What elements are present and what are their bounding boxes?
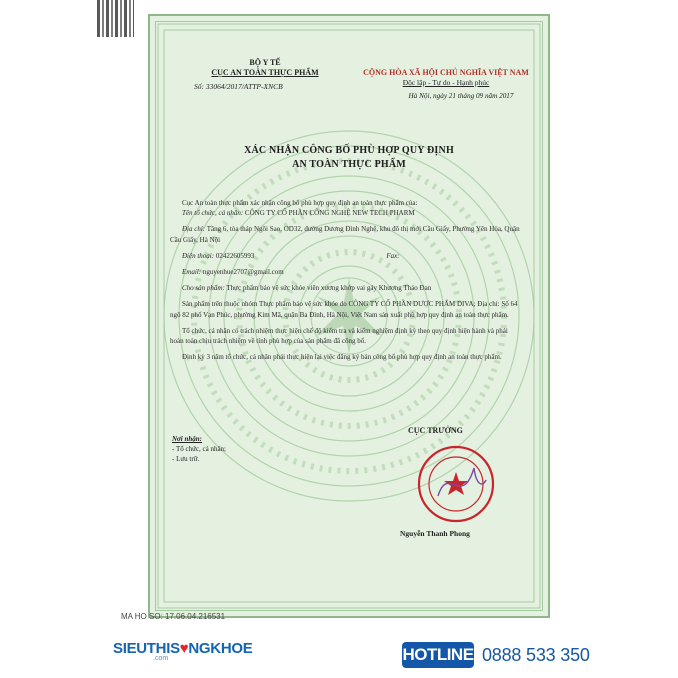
product-row [170, 283, 522, 293]
signer-name: Nguyễn Thanh Phong [400, 529, 470, 538]
logo-text-main: SIEUTHIS [113, 640, 180, 657]
renewal-paragraph: Định kỳ 3 năm tổ chức, cá nhân phải thực hiện lại việc đăng ký bản công bố phù hợp quy định an toàn thực phẩm. [182, 353, 502, 362]
certificate-document [148, 14, 550, 618]
dossier-number: MA HO SO: 17.06.04.216531 [121, 612, 226, 621]
email-row [170, 267, 522, 277]
product-value: Thực phẩm bảo vệ sức khỏe viên xương khớp vai gáy Khương Thảo Đan [226, 284, 432, 293]
address-row [170, 224, 522, 244]
hotline-number[interactable]: 0888 533 350 [482, 645, 590, 665]
issue-date: Hà Nội, ngày 21 tháng 09 năm 2017 [408, 92, 514, 100]
logo-text-mid: NGKHOE [188, 640, 253, 657]
recipient-item: - Tổ chức, cá nhân; [172, 445, 227, 453]
org-row [170, 208, 522, 218]
issuer-header [190, 58, 340, 92]
hotline-badge[interactable]: HOTLINE [402, 642, 474, 668]
national-header [346, 68, 546, 101]
org-label: Tên tổ chức, cá nhân: [182, 209, 244, 218]
fax-label: Fax: [386, 251, 400, 260]
store-logo[interactable] [113, 640, 252, 662]
email-label: Email: [182, 268, 202, 277]
phone-row [170, 251, 522, 261]
email-value: nguyenhue2707@gmail.com [202, 268, 284, 277]
recipients-block [172, 434, 226, 464]
phone-value: 02422605993 [215, 251, 255, 260]
official-seal-stamp [416, 444, 496, 524]
department-name: CỤC AN TOÀN THỰC PHẨM [211, 68, 319, 77]
responsibility-paragraph: Tổ chức, cá nhân có trách nhiệm thực hiện chế độ kiểm tra và kiểm nghiệm định kỳ theo quy định hiện hành và phải hoàn toàn chịu trách nhiệm về tính phù hợp của sản phẩm đã công bố. [170, 326, 508, 346]
recipients-title: Nơi nhận: [172, 435, 203, 443]
address-value: Tầng 6, tòa tháp Ngôi Sao, OD32, đường Dương Đình Nghệ, khu đô thị mới Cầu Giấy, Phường Yên Hòa, Quận Cầu Giấy, Hà Nội [170, 225, 520, 244]
document-number: Số: 33064/2017/ATTP-XNCB [194, 82, 283, 91]
qr-code [97, 0, 134, 37]
intro-text: Cục An toàn thực phẩm xác nhận công bố phù hợp quy định an toàn thực phẩm của: [182, 199, 418, 207]
republic-name: CỘNG HÒA XÃ HỘI CHỦ NGHĨA VIỆT NAM [363, 68, 529, 77]
org-value: CÔNG TY CỔ PHẦN CÔNG NGHỆ NEW TECH PHARM [244, 209, 415, 218]
signatory-title: CỤC TRƯỞNG [408, 426, 463, 435]
logo-domain: .com [153, 655, 169, 662]
address-label: Địa chỉ: [182, 225, 206, 234]
manufacturer-paragraph: Sản phẩm trên thuộc nhóm Thực phẩm bảo vệ sức khỏe do CÔNG TY CỔ PHẦN DƯỢC PHẨM DIVA; Địa chỉ: Số 64 ngõ 82 phố Vạn Phúc, phường Kim Mã, quận Ba Đình, Hà Nội, Việt Nam sản xuất phù hợp quy định an toàn thực phẩm. [170, 300, 518, 319]
national-motto: Độc lập - Tự do - Hạnh phúc [402, 78, 490, 87]
recipient-item: - Lưu trữ. [172, 455, 200, 463]
store-banner [95, 626, 595, 678]
logo-heart-icon: ♥ [179, 640, 189, 657]
phone-label: Điện thoại: [182, 251, 215, 260]
document-body [170, 198, 522, 362]
product-label: Cho sản phẩm: [182, 284, 225, 293]
ministry-name: BỘ Y TẾ [249, 58, 281, 67]
title-line-1: XÁC NHẬN CÔNG BỐ PHÙ HỢP QUY ĐỊNH [244, 145, 454, 156]
title-line-2: AN TOÀN THỰC PHẨM [292, 159, 406, 170]
document-title [150, 144, 548, 172]
